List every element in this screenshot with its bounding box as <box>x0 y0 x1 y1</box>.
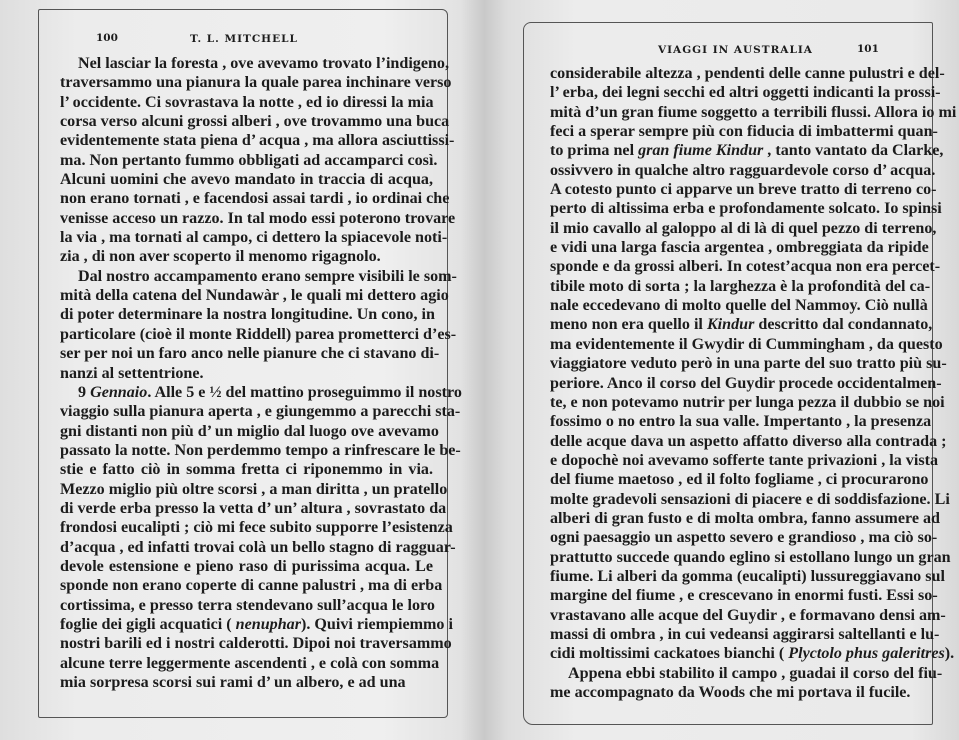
text-line: viaggio sulla pianura aperta , e giungemmo a parecchi sta- <box>60 403 461 421</box>
text-line: A cotesto punto ci apparve un breve tratto di terreno co- <box>550 181 937 199</box>
text-line: l’ occidente. Ci sovrastava la notte , ed io diressi la mia <box>60 93 434 111</box>
text-line: ma evidentemente il Gwydir di Cummingham , da questo <box>550 335 943 353</box>
text-line: perto di altissima erba e profondamente solcato. Io spinsi <box>550 200 942 218</box>
text-line: alberi di gran fusto e di molta ombra, fanno assumere ad <box>550 509 940 527</box>
right-page-body <box>550 64 957 702</box>
text-line: fossimo o no entro la sua valle. Impertanto , la presenza <box>550 413 932 431</box>
text-line: sponde e da grossi alberi. In cotest’acqua non era percet- <box>550 258 941 276</box>
text-line: margine del fiume , e crescevano in enormi fusti. Essi so- <box>550 587 938 605</box>
text-line: foglie dei gigli acquatici ( nenuphar). Quivi riempiemmo i <box>60 615 453 633</box>
text-line: vrastavano alle acque del Guydir , e formavano densi am- <box>550 606 946 624</box>
text-line: cidi moltissimi cackatoes bianchi ( Plyctolo phus galeritres). <box>550 645 955 663</box>
text-line: meno non era quello il Kindur descritto dal condannato, <box>550 316 933 334</box>
text-line: cortissima, e presso terra stendevano sull’acqua le loro <box>60 596 435 614</box>
text-line: delle acque dava un aspetto affatto diverso alla contrada ; <box>550 432 947 450</box>
text-line: particolare (cioè il monte Riddell) parea prometterci d’es- <box>60 325 457 343</box>
text-line: Nel lasciar la foresta , ove avevamo trovato l’indigeno, <box>78 55 449 72</box>
text-line: periore. Anco il corso del Guydir procede occidentalmen- <box>550 374 942 392</box>
text-line: evidentemente stata piena d’ acqua , ma allora asciuttissi- <box>60 132 455 150</box>
text-line: mia sorpresa scorsi sui rami d’ un albero, e ad una <box>60 674 406 691</box>
text-line: molte gradevoli sensazioni di piacere e di soddisfazione. Li <box>550 490 950 508</box>
text-line: Appena ebbi stabilito il campo , guadai il corso del fiu- <box>568 664 943 682</box>
text-line: sponde non erano coperte di canne palustri , ma di erba <box>60 577 443 595</box>
text-line: d’acqua , ed infatti trovai colà un bello stagno di ragguar- <box>60 538 456 556</box>
left-page-body <box>60 54 462 692</box>
text-line: nanzi al settentrione. <box>60 364 204 382</box>
text-line: to prima nel gran fiume Kindur , tanto vantato da Clarke, <box>550 142 944 160</box>
right-running-head: VIAGGI IN AUSTRALIA <box>658 44 813 56</box>
text-line: e dopochè noi avevamo sofferte tante privazioni , la vista <box>550 451 938 469</box>
text-line: non erano tornati , e facendosi assai tardi , io ordinai che <box>60 190 450 208</box>
text-line: Dal nostro accampamento erano sempre visibili le som- <box>78 267 457 285</box>
text-line: devole estensione e pieno raso di purissima acqua. Le <box>60 557 433 575</box>
text-line: ma. Non pertanto fummo obbligati ad accamparci così. <box>60 151 438 169</box>
text-line: frondosi eucalipti ; ciò mi fece subito supporre l’esistenza <box>60 519 453 537</box>
text-line: di verde erba presso la vetta d’ un’ altura , sovrastato da <box>60 499 447 517</box>
text-line: mità d’un gran fiume soggetto a terribili flussi. Allora io mi <box>550 103 957 121</box>
text-line: gni distanti non più d’ un miglio dal luogo ove avevamo <box>60 422 439 440</box>
text-line: e vidi una larga fascia argentea , ombreggiata da ripide <box>550 239 929 257</box>
text-line: venisse acceso un razzo. In tal modo essi poterono trovare <box>60 209 456 227</box>
text-line: zia , di non aver scoperto il menomo rigagnolo. <box>60 248 381 266</box>
text-line: viaggiatore veduto però in una parte del suo tratto più su- <box>550 355 947 373</box>
text-line: tibile moto di sorta ; la larghezza è la profondità del ca- <box>550 277 931 295</box>
text-line: l’ erba, dei legni secchi ed altri oggetti indicanti la prossi- <box>550 84 941 102</box>
text-line: del fiume maetoso , ed il folto fogliame , ci procurarono <box>550 471 929 489</box>
left-page-number: 100 <box>96 32 118 44</box>
text-line: ser per noi un faro anco nelle pianure che ci stavano di- <box>60 345 440 363</box>
text-line: ossivvero in qualche altro ragguardevole corso d’ acqua. <box>550 161 936 179</box>
text-line: me accompagnato da Woods che mi portava il fucile. <box>550 684 911 701</box>
text-line: mità della catena del Nundawàr , le quali mi dettero agio <box>60 287 449 305</box>
text-line: te, e non potevamo nutrir per lunga pezza il dubbio se noi <box>550 393 945 411</box>
text-line: nale eccedevano di molto quelle del Nammoy. Ciò nullà <box>550 297 928 315</box>
right-page-number: 101 <box>857 43 879 55</box>
text-line: Mezzo miglio più oltre scorsi , a man diritta , un pratello <box>60 480 448 498</box>
text-line: traversammo una pianura la quale parea inchinare verso <box>60 74 452 92</box>
text-line: alcune terre leggermente ascendenti , e colà con somma <box>60 654 440 672</box>
text-line: stie e fatto ciò in somma fretta ci riponemmo in via. <box>60 461 433 479</box>
text-line: fiume. Li alberi da gomma (eucalipti) lussureggiavano sul <box>550 567 945 585</box>
text-line: la via , ma tornati al campo, ci dettero la spiacevole noti- <box>60 229 448 247</box>
text-line: Alcuni uomini che avevo mandato in traccia di acqua, <box>60 171 433 189</box>
text-line: prattutto succede quando eglino si estollano lungo un gran <box>550 548 951 566</box>
text-line: considerabile altezza , pendenti delle canne pulustri e del- <box>550 65 945 82</box>
text-line: massi di ombra , in cui vedeansi aggirarsi saltellanti e lu- <box>550 625 940 643</box>
text-line: corsa verso alcuni grossi alberi , ove trovammo una buca <box>60 113 450 131</box>
left-running-head: T. L. MITCHELL <box>190 33 298 45</box>
text-line: passato la notte. Non perdemmo tempo a rinfrescare le be- <box>60 441 461 459</box>
text-line: il mio cavallo al galoppo al di là di quel pezzo di terreno, <box>550 219 937 237</box>
text-line: ogni paesaggio un aspetto severo e grandioso , ma ciò so- <box>550 529 938 547</box>
text-line: 9 Gennaio. Alle 5 e ½ del mattino proseguimmo il nostro <box>78 383 462 401</box>
text-line: nostri barili ed i nostri calderotti. Dipoi noi traversammo <box>60 635 452 653</box>
text-line: di poter determinare la nostra longitudine. Un cono, in <box>60 306 435 324</box>
text-line: feci a sperar sempre più con fiducia di imbattermi quan- <box>550 123 938 141</box>
